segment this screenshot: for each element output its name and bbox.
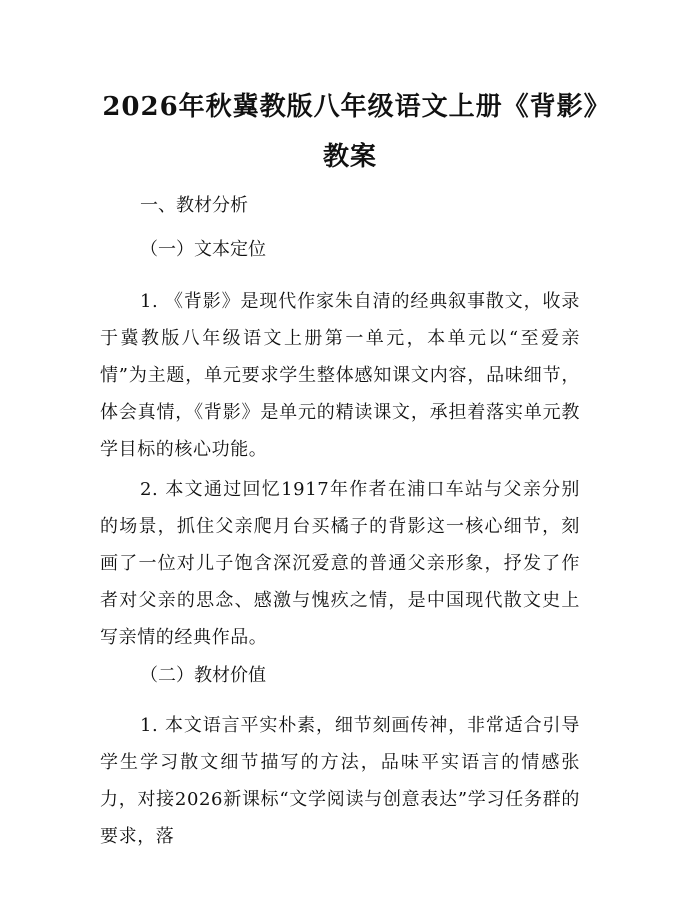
subsection-heading-material-value: （二）教材价值 [140,665,266,686]
paragraph-text-positioning-1: 1. 《背影》是现代作家朱自清的经典叙事散文，收录于冀教版八年级语文上册第一单元，本单元以“至爱亲情”为主题，单元要求学生整体感知课文内容，品味细节，体会真情，《背影》是单元的精读课文，承担着落实单元教学目标的核心功能。 [100,291,580,460]
document-title: 2026年秋冀教版八年级语文上册《背影》教案 [102,92,598,172]
subsection-heading-text-positioning: （一）文本定位 [140,239,266,260]
paragraph-text-positioning-2: 2. 本文通过回忆1917年作者在浦口车站与父亲分别的场景，抓住父亲爬月台买橘子的背影这一核心细节，刻画了一位对儿子饱含深沉爱意的普通父亲形象，抒发了作者对父亲的思念、感激与愧疚之情，是中国现代散文史上写亲情的经典作品。 [100,479,580,648]
section-heading-teaching-material-analysis: 一、教材分析 [140,195,248,216]
paragraph-material-value-1: 1. 本文语言平实朴素，细节刻画传神，非常适合引导学生学习散文细节描写的方法，品味平实语言的情感张力，对接2026新课标“文学阅读与创意表达”学习任务群的要求，落 [100,715,580,847]
